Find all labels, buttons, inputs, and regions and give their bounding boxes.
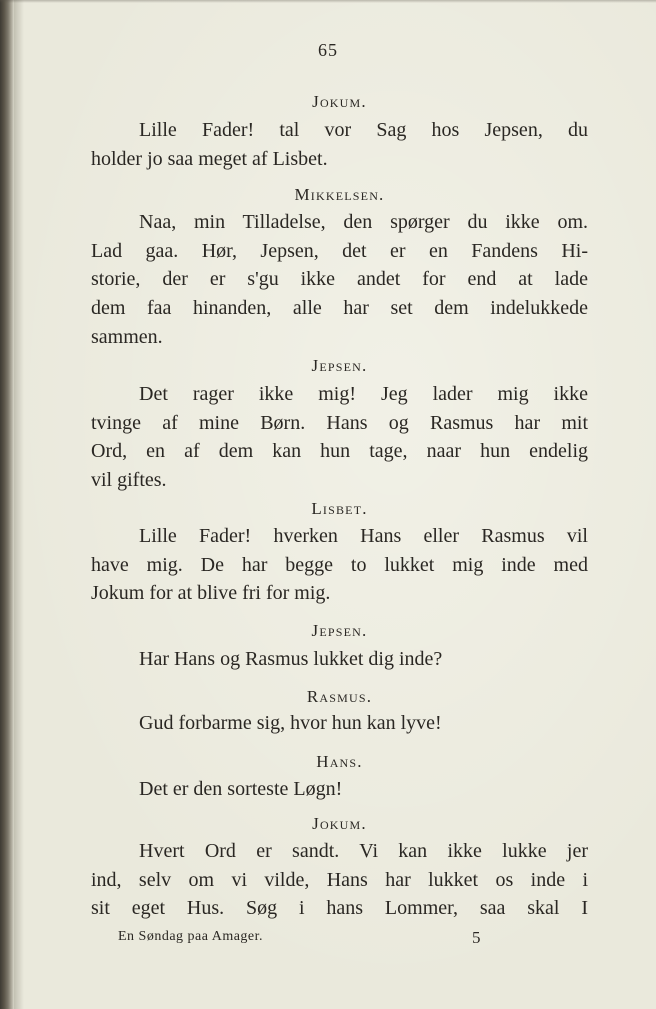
speech-line: Det rager ikke mig! Jeg lader mig ikke	[139, 383, 588, 405]
speech-text	[91, 522, 588, 608]
speech-line: tvinge af mine Børn. Hans og Rasmus har mit	[91, 411, 588, 434]
speech-line: ind, selv om vi vilde, Hans har lukket os inde i	[91, 868, 588, 891]
speech-text	[91, 116, 588, 173]
binding-shadow	[14, 0, 24, 1009]
page-top-edge	[0, 0, 656, 3]
book-binding	[0, 0, 14, 1009]
speech-line: sammen.	[91, 325, 163, 348]
speaker-name: Rasmus.	[306, 687, 373, 706]
speech-line: Lille Fader! tal vor Sag hos Jepsen, du	[139, 119, 588, 141]
speech-line: Ord, en af dem kan hun tage, naar hun endelig	[91, 440, 588, 463]
speech-text	[91, 208, 588, 352]
speech-text	[91, 380, 588, 495]
footer-signature-mark: 5	[472, 928, 481, 947]
footer-signature: En Søndag paa Amager.	[118, 929, 264, 944]
speaker-name: Jepsen.	[311, 621, 368, 640]
speaker-name: Mikkelsen.	[294, 185, 385, 204]
speech-line: Naa, min Tilladelse, den spørger du ikke om.	[139, 211, 588, 233]
speaker-name: Jokum.	[312, 814, 367, 833]
speech-line: dem faa hinanden, alle har set dem indelukkede	[91, 297, 588, 320]
speech-line: Lille Fader! hverken Hans eller Rasmus vil	[139, 525, 588, 547]
page-number: 65	[318, 40, 338, 60]
speech-line: Gud forbarme sig, hvor hun kan lyve!	[139, 712, 442, 734]
speech-text	[91, 709, 588, 738]
speech-line: holder jo saa meget af Lisbet.	[91, 147, 328, 170]
speech-line: have mig. De har begge to lukket mig inde med	[91, 553, 588, 576]
speaker-name: Jokum.	[312, 92, 367, 111]
speaker-name: Lisbet.	[311, 499, 368, 518]
speech-line: sit eget Hus. Søg i hans Lommer, saa skal I	[91, 897, 588, 920]
speech-line: Jokum for at blive fri for mig.	[91, 582, 331, 605]
speech-text	[91, 837, 588, 923]
speech-line: Lad gaa. Hør, Jepsen, det er en Fandens Hi-	[91, 239, 588, 262]
speech-text	[91, 775, 588, 804]
speech-line: Hvert Ord er sandt. Vi kan ikke lukke jer	[139, 840, 588, 862]
speech-line: vil giftes.	[91, 469, 167, 492]
speech-line: Har Hans og Rasmus lukket dig inde?	[139, 648, 443, 670]
speech-line: storie, der er s'gu ikke andet for end at lade	[91, 268, 588, 291]
speech-text	[91, 645, 588, 674]
speaker-name: Jepsen.	[311, 356, 368, 375]
speaker-name: Hans.	[316, 752, 363, 771]
speech-line: Det er den sorteste Løgn!	[139, 778, 343, 800]
